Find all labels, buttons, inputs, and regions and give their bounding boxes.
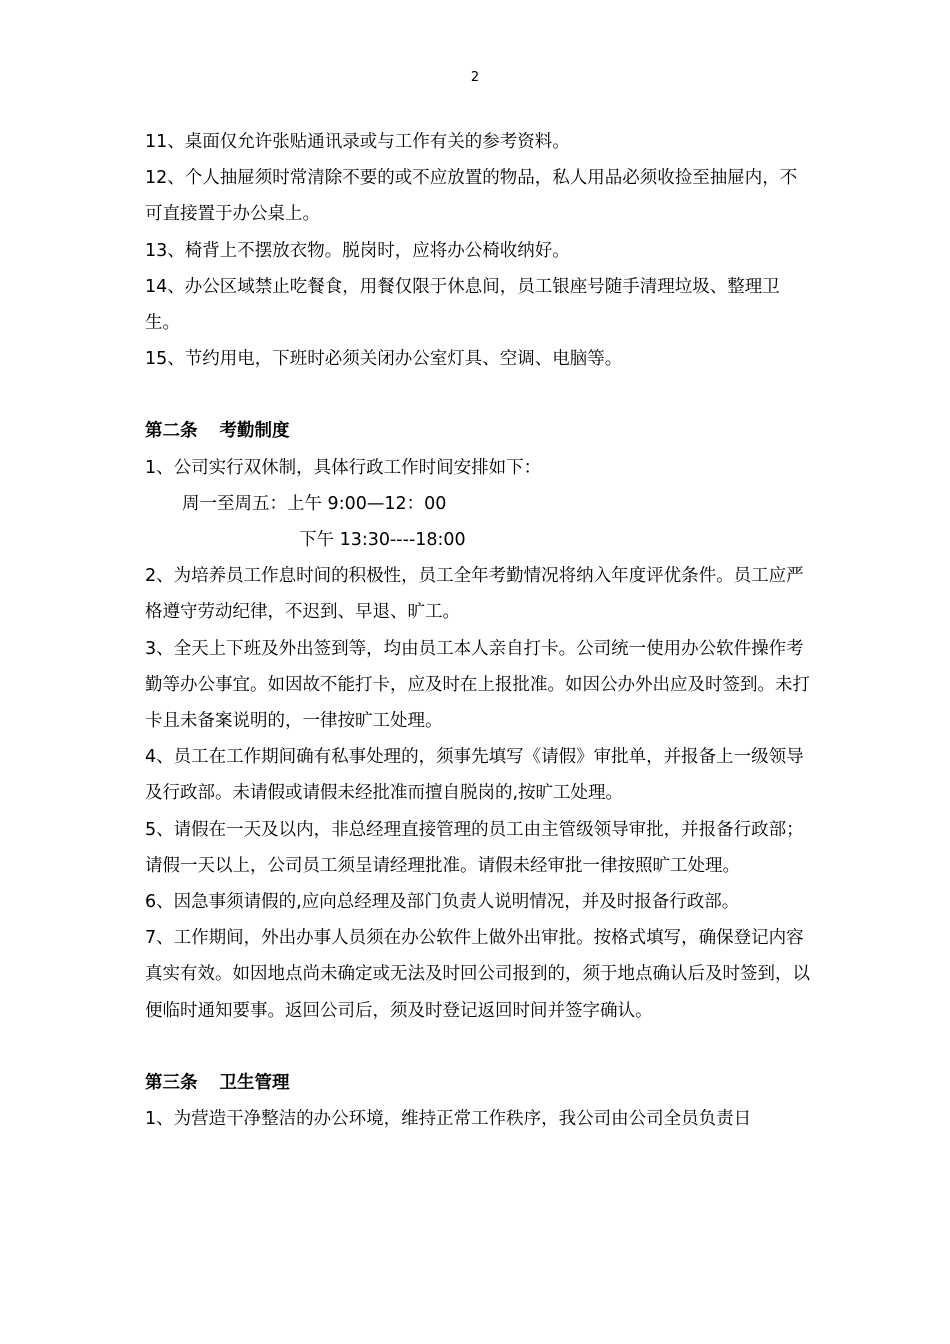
rule-item-12: 12、个人抽屉须时常清除不要的或不应放置的物品，私人用品必须收捡至抽屉内，不可直接置于办公桌上。: [145, 168, 798, 225]
section-label: 第三条: [145, 1072, 198, 1093]
schedule-afternoon: 下午 13:30----18:00: [299, 530, 466, 551]
hygiene-item-1: 1、为营造干净整洁的办公环境，维持正常工作秩序，我公司由公司全员负责日: [145, 1109, 752, 1130]
section-title: 卫生管理: [219, 1072, 290, 1093]
page-number: 2: [470, 70, 480, 85]
section-heading-hygiene: [145, 1065, 810, 1101]
section-label: 第二条: [145, 421, 198, 442]
section-heading-attendance: [145, 413, 810, 449]
schedule-morning: 周一至周五：上午 9:00—12：00: [182, 493, 447, 514]
attendance-item-2: 2、为培养员工作息时间的积极性，员工全年考勤情况将纳入年度评优条件。员工应严格遵守劳动纪律，不迟到、早退、旷工。: [145, 566, 804, 623]
attendance-item-3: 3、全天上下班及外出签到等，均由员工本人亲自打卡。公司统一使用办公软件操作考勤等办公事宜。如因故不能打卡，应及时在上报批准。如因公办外出应及时签到。未打卡且未备案说明的，一律按旷工处理。: [145, 638, 810, 732]
rule-item-11: 11、桌面仅允许张贴通讯录或与工作有关的参考资料。: [145, 132, 570, 152]
attendance-item-1: 1、公司实行双休制，具体行政工作时间安排如下：: [145, 457, 542, 478]
rule-item-15: 15、节约用电，下班时必须关闭办公室灯具、空调、电脑等。: [145, 349, 623, 370]
rule-item-14: 14、办公区域禁止吃餐食，用餐仅限于休息间，员工银座号随手清理垃圾、整理卫生。: [145, 276, 780, 334]
section-spacer: [145, 377, 810, 413]
section-spacer: [145, 1029, 810, 1065]
document-body: [145, 124, 810, 1137]
rule-item-13: 13、椅背上不摆放衣物。脱岗时，应将办公椅收纳好。: [145, 240, 570, 261]
attendance-item-6: 6、因急事须请假的,应向总经理及部门负责人说明情况，并及时报备行政部。: [145, 892, 740, 913]
attendance-item-7: 7、工作期间，外出办事人员须在办公软件上做外出审批。按格式填写，确保登记内容真实有效。如因地点尚未确定或无法及时回公司报到的，须于地点确认后及时签到，以便临时通知要事。返回公司后，须及时登记返回时间并签字确认。: [145, 928, 810, 1021]
attendance-item-5: 5、请假在一天及以内，非总经理直接管理的员工由主管级领导审批，并报备行政部；请假一天以上，公司员工须呈请经理批准。请假未经审批一律按照旷工处理。: [145, 819, 804, 876]
section-title: 考勤制度: [219, 421, 290, 442]
attendance-item-4: 4、员工在工作期间确有私事处理的，须事先填写《请假》审批单，并报备上一级领导及行政部。未请假或请假未经批准而擅自脱岗的,按旷工处理。: [145, 747, 804, 804]
